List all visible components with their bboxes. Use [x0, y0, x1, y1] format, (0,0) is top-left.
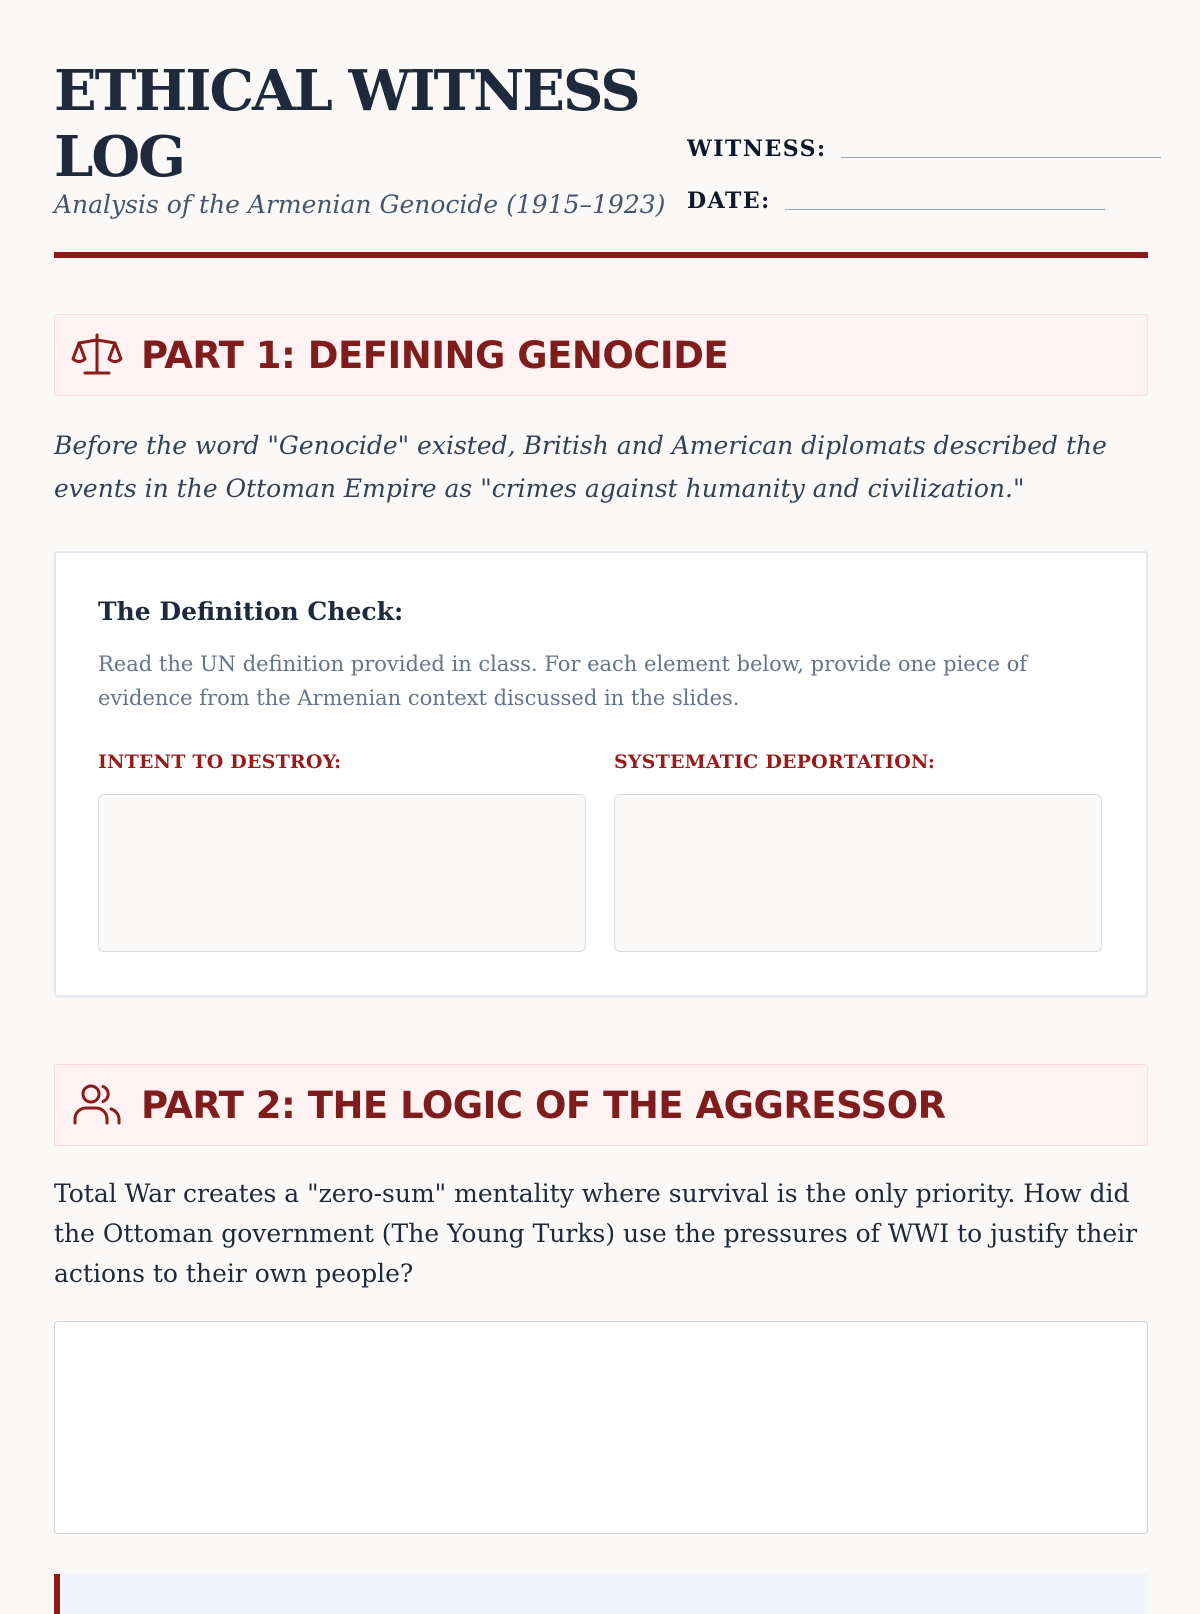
- part2-prompt: Total War creates a "zero-sum" mentality where survival is the only priority. How did the Ottoman government (The Young Turks) use the pressures of WWI to justify their actions to their own people?: [54, 1179, 1138, 1288]
- intent-to-destroy-input[interactable]: [98, 794, 586, 952]
- witness-row: [687, 136, 1161, 162]
- systematic-deportation-label: SYSTEMATIC DEPORTATION:: [614, 751, 936, 773]
- intent-to-destroy-label: INTENT TO DESTROY:: [98, 751, 342, 773]
- part1-title: PART 1: DEFINING GENOCIDE: [141, 333, 729, 377]
- date-label: DATE:: [687, 188, 771, 214]
- part2-answer-input[interactable]: [54, 1321, 1148, 1534]
- header-divider: [54, 252, 1148, 258]
- witness-label: WITNESS:: [687, 136, 827, 162]
- part1-intro: Before the word "Genocide" existed, British and American diplomats described the events in the Ottoman Empire as "crimes against humanity and civilization.": [54, 431, 1107, 503]
- page-title: ETHICAL WITNESS LOG: [54, 58, 639, 190]
- part1-banner: [54, 314, 1148, 396]
- worksheet-header: [54, 0, 1148, 260]
- scales-icon: [71, 329, 123, 381]
- worksheet-page: [54, 0, 1148, 1288]
- next-section-block: [54, 1574, 1148, 1614]
- users-icon: [71, 1079, 123, 1131]
- systematic-deportation-input[interactable]: [614, 794, 1102, 952]
- witness-input-line[interactable]: [841, 156, 1161, 158]
- definition-check-card: [54, 551, 1148, 997]
- definition-check-title: The Definition Check:: [98, 597, 404, 626]
- part2-banner: [54, 1064, 1148, 1146]
- part2-title: PART 2: THE LOGIC OF THE AGGRESSOR: [141, 1083, 946, 1127]
- date-input-line[interactable]: [785, 208, 1105, 210]
- date-row: [687, 188, 1105, 214]
- definition-check-instructions: Read the UN definition provided in class. For each element below, provide one piece of evidence from the Armenian context discussed in the slides.: [98, 652, 1028, 710]
- page-subtitle: Analysis of the Armenian Genocide (1915–1923): [54, 190, 666, 219]
